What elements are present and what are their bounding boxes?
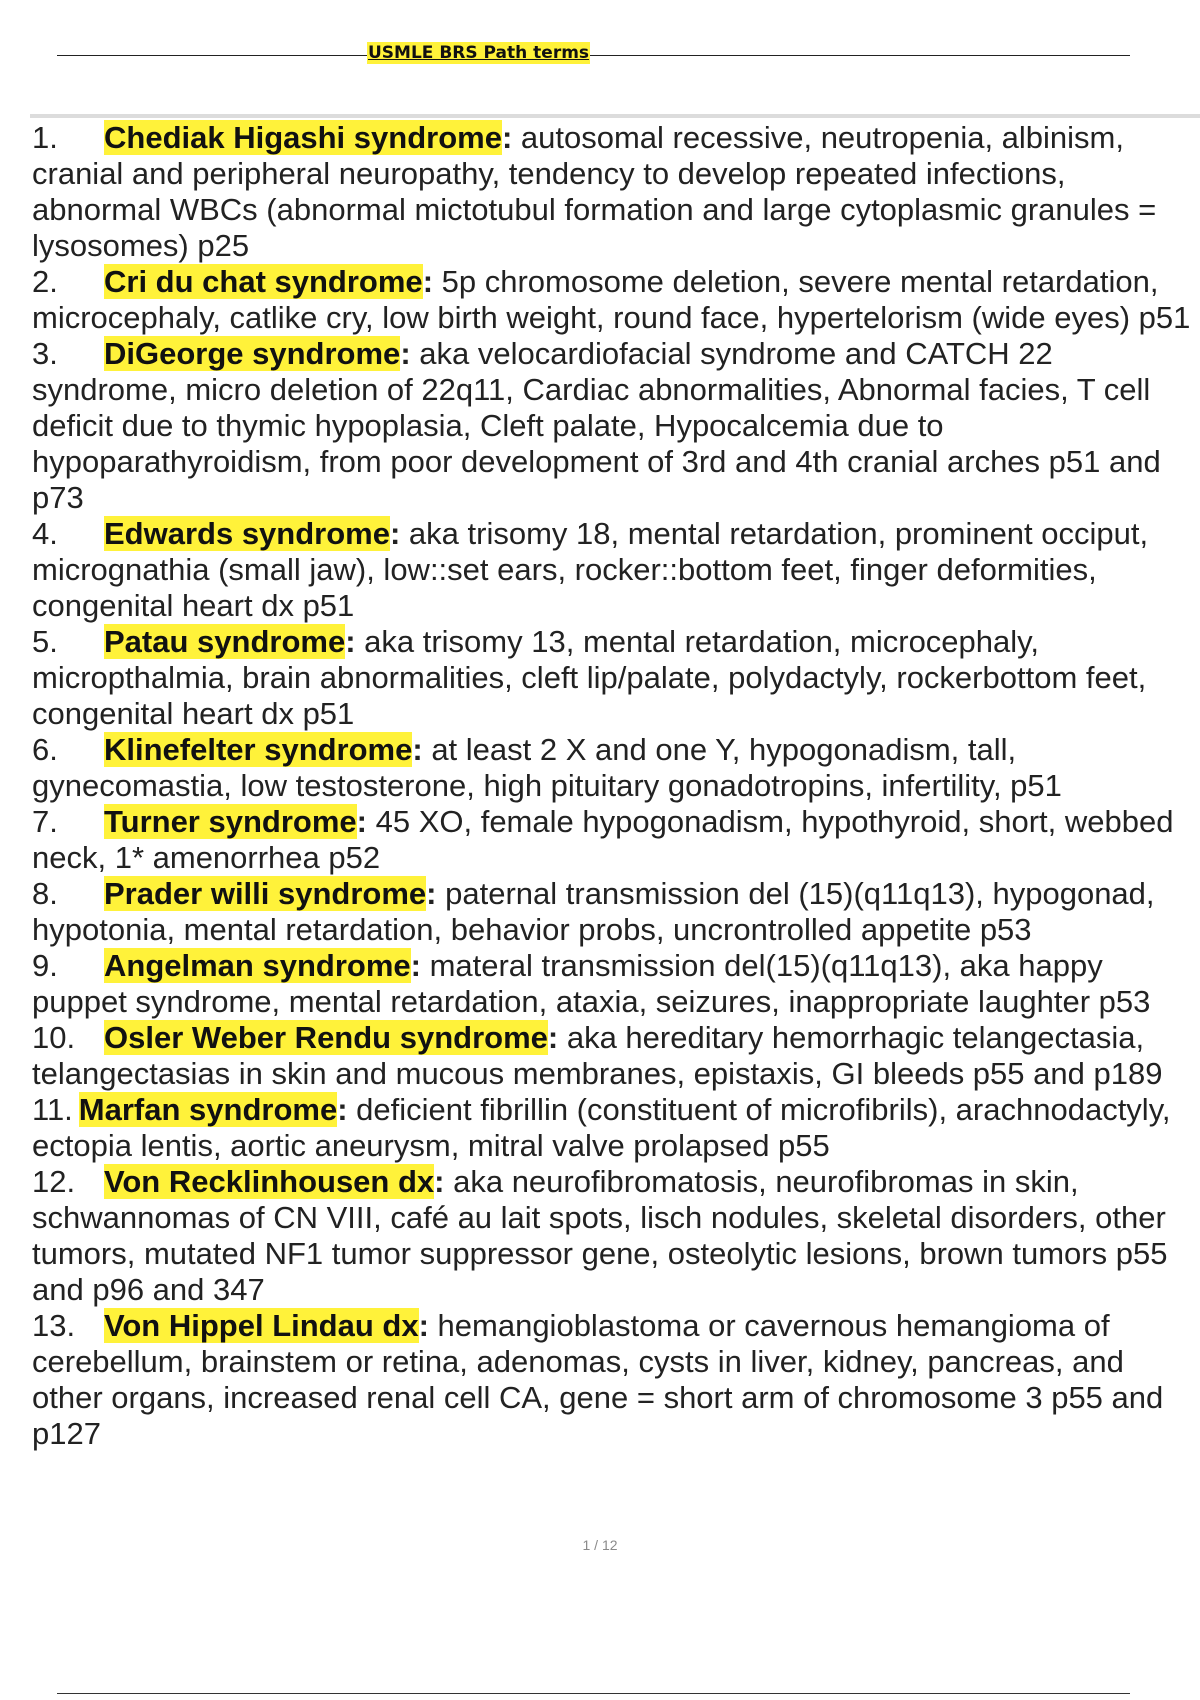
item-term: DiGeorge syndrome bbox=[104, 336, 401, 371]
item-description: autosomal recessive, neutropenia, albinism, cranial and peripheral neuropathy, tendency to develop repeated infections, abnormal WBCs (abnormal mictotubul formation and large cytoplasmic granules = lysosomes) p25 bbox=[32, 120, 1157, 263]
item-number: 12. bbox=[32, 1164, 76, 1199]
item-description: at least 2 X and one Y, hypogonadism, tall, gynecomastia, low testosterone, high pituitary gonadotropins, infertility, p51 bbox=[32, 732, 1062, 803]
list-item: 1. Chediak Higashi syndrome: autosomal recessive, neutropenia, albinism, cranial and peripheral neuropathy, tendency to develop repeated infections, abnormal WBCs (abnormal mictotubul formation and large cytoplasmic granules = lysosomes) p25 bbox=[32, 120, 1157, 263]
list-item: 3. DiGeorge syndrome: aka velocardiofacial syndrome and CATCH 22 syndrome, micro deletion of 22q11, Cardiac abnormalities, Abnormal facies, T cell deficit due to thymic hypoplasia, Cleft palate, Hypocalcemia due to hypoparathyroidism, from poor development of 3rd and 4th cranial arches p51 and p73 bbox=[32, 336, 1161, 515]
list-item: 12. Von Recklinhousen dx: aka neurofibromatosis, neurofibromas in skin, schwannomas of CN VIII, café au lait spots, lisch nodules, skeletal disorders, other tumors, mutated NF1 tumor suppressor gene, osteolytic lesions, brown tumors p55 and p96 and 347 bbox=[32, 1164, 1168, 1307]
item-description: aka velocardiofacial syndrome and CATCH 22 syndrome, micro deletion of 22q11, Cardiac abnormalities, Abnormal facies, T cell deficit due to thymic hypoplasia, Cleft palate, Hypocalcemia due to hypoparathyroidism, from poor development of 3rd and 4th cranial arches p51 and p73 bbox=[32, 336, 1161, 515]
item-number: 1. bbox=[32, 120, 58, 155]
item-number: 2. bbox=[32, 264, 58, 299]
item-term: Turner syndrome bbox=[104, 804, 357, 839]
item-term: Cri du chat syndrome bbox=[104, 264, 423, 299]
item-term: Patau syndrome bbox=[104, 624, 346, 659]
item-number: 13. bbox=[32, 1308, 76, 1343]
item-description: materal transmission del(15)(q11q13), aka happy puppet syndrome, mental retardation, ataxia, seizures, inappropriate laughter p53 bbox=[32, 948, 1151, 1019]
item-term: Von Recklinhousen dx bbox=[104, 1164, 435, 1199]
item-number: 4. bbox=[32, 516, 58, 551]
list-item: 2. Cri du chat syndrome: 5p chromosome deletion, severe mental retardation, microcephaly, catlike cry, low birth weight, round face, hypertelorism (wide eyes) p51 bbox=[32, 264, 1191, 335]
item-description: aka neurofibromatosis, neurofibromas in skin, schwannomas of CN VIII, café au lait spots, lisch nodules, skeletal disorders, other tumors, mutated NF1 tumor suppressor gene, osteolytic lesions, brown tumors p55 and p96 and 347 bbox=[32, 1164, 1168, 1307]
list-item: 8. Prader willi syndrome: paternal transmission del (15)(q11q13), hypogonad, hypotonia, mental retardation, behavior probs, uncrontrolled appetite p53 bbox=[32, 876, 1155, 947]
item-number: 10. bbox=[32, 1020, 76, 1055]
inline-list-item: 11. Marfan syndrome: deficient fibrillin (constituent of microfibrils), arachnodactyly, ectopia lentis, aortic aneurysm, mitral valve prolapsed p55 bbox=[32, 1092, 1171, 1163]
item-number: 5. bbox=[32, 624, 58, 659]
item-number: 7. bbox=[32, 804, 58, 839]
list-item: 9. Angelman syndrome: materal transmission del(15)(q11q13), aka happy puppet syndrome, mental retardation, ataxia, seizures, inappropriate laughter p53 bbox=[32, 948, 1151, 1019]
item-number: 3. bbox=[32, 336, 58, 371]
item-description: aka trisomy 13, mental retardation, microcephaly, micropthalmia, brain abnormalities, cleft lip/palate, polydactyly, rockerbottom feet, congenital heart dx p51 bbox=[32, 624, 1147, 731]
item-term: Angelman syndrome bbox=[104, 948, 411, 983]
header-rule bbox=[57, 55, 1130, 56]
document-title: USMLE BRS Path terms bbox=[368, 43, 590, 63]
footer-rule bbox=[57, 1693, 1130, 1694]
item-description: hemangioblastoma or cavernous hemangioma of cerebellum, brainstem or retina, adenomas, cysts in liver, kidney, pancreas, and other organs, increased renal cell CA, gene = short arm of chromosome 3 p55 and p127 bbox=[32, 1308, 1164, 1451]
item-number: 9. bbox=[32, 948, 58, 983]
list-item: 13. Von Hippel Lindau dx: hemangioblastoma or cavernous hemangioma of cerebellum, brainstem or retina, adenomas, cysts in liver, kidney, pancreas, and other organs, increased renal cell CA, gene = short arm of chromosome 3 p55 and p127 bbox=[32, 1308, 1164, 1451]
page-header bbox=[57, 42, 1130, 66]
top-divider bbox=[30, 114, 1200, 118]
item-description: 5p chromosome deletion, severe mental retardation, microcephaly, catlike cry, low birth weight, round face, hypertelorism (wide eyes) p51 bbox=[32, 264, 1191, 335]
item-number: 6. bbox=[32, 732, 58, 767]
term-list bbox=[32, 120, 1198, 1452]
list-item: 7. Turner syndrome: 45 XO, female hypogonadism, hypothyroid, short, webbed neck, 1* amenorrhea p52 bbox=[32, 804, 1174, 875]
item-number: 11. bbox=[32, 1092, 73, 1127]
list-item: 5. Patau syndrome: aka trisomy 13, mental retardation, microcephaly, micropthalmia, brain abnormalities, cleft lip/palate, polydactyly, rockerbottom feet, congenital heart dx p51 bbox=[32, 624, 1147, 731]
item-description: aka trisomy 18, mental retardation, prominent occiput, micrognathia (small jaw), low::set ears, rocker::bottom feet, finger deformities, congenital heart dx p51 bbox=[32, 516, 1149, 623]
item-term: Osler Weber Rendu syndrome bbox=[104, 1020, 548, 1055]
item-term: Von Hippel Lindau dx bbox=[104, 1308, 419, 1343]
item-description: paternal transmission del (15)(q11q13), hypogonad, hypotonia, mental retardation, behavior probs, uncrontrolled appetite p53 bbox=[32, 876, 1155, 947]
page-number: 1 / 12 bbox=[582, 1537, 618, 1553]
item-description: aka hereditary hemorrhagic telangectasia, telangectasias in skin and mucous membranes, epistaxis, GI bleeds p55 and p189 bbox=[32, 1020, 1163, 1091]
item-term: Chediak Higashi syndrome bbox=[104, 120, 502, 155]
list-item: 10. Osler Weber Rendu syndrome: aka hereditary hemorrhagic telangectasia, telangectasias in skin and mucous membranes, epistaxis, GI bleeds p55 and p189 11. Marfan syndrome: deficient fibrillin (constituent of microfibrils), arachnodactyly, ectopia lentis, aortic aneurysm, mitral valve prolapsed p55 bbox=[32, 1020, 1171, 1163]
item-term: Marfan syndrome bbox=[78, 1092, 338, 1127]
item-term: Prader willi syndrome bbox=[104, 876, 427, 911]
item-term: Edwards syndrome bbox=[104, 516, 390, 551]
item-term: Klinefelter syndrome bbox=[104, 732, 413, 767]
item-description: 45 XO, female hypogonadism, hypothyroid, short, webbed neck, 1* amenorrhea p52 bbox=[32, 804, 1174, 875]
item-description: deficient fibrillin (constituent of microfibrils), arachnodactyly, ectopia lentis, aortic aneurysm, mitral valve prolapsed p55 bbox=[32, 1092, 1171, 1163]
list-item: 6. Klinefelter syndrome: at least 2 X and one Y, hypogonadism, tall, gynecomastia, low testosterone, high pituitary gonadotropins, infertility, p51 bbox=[32, 732, 1062, 803]
list-item: 4. Edwards syndrome: aka trisomy 18, mental retardation, prominent occiput, micrognathia (small jaw), low::set ears, rocker::bottom feet, finger deformities, congenital heart dx p51 bbox=[32, 516, 1149, 623]
item-number: 8. bbox=[32, 876, 58, 911]
